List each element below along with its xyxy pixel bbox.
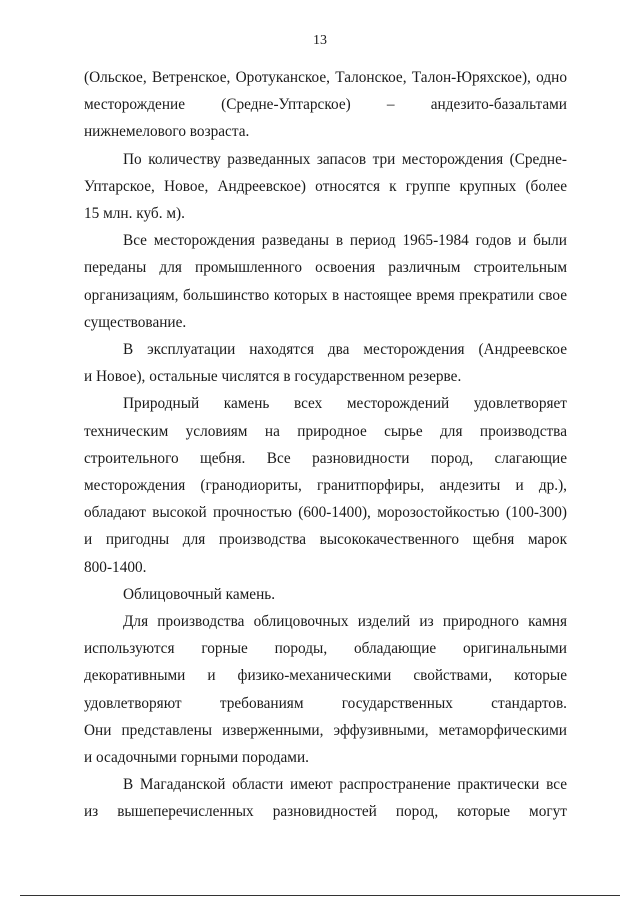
text-line: (Ольское, Ветренское, Оротуканское, Талонское, Талон-Юряхское), одно xyxy=(84,69,567,86)
text-line: переданы для промышленного освоения различным строительным xyxy=(84,259,567,277)
section-heading-facing-stone xyxy=(84,581,567,608)
text-line: обладают высокой прочностью (600-1400), морозостойкостью (100-300) xyxy=(84,504,567,522)
text-line: В Магаданской области имеют распространение практически все xyxy=(123,776,567,794)
text-line: Уптарское, Новое, Андреевское) относятся к группе крупных (более xyxy=(84,177,567,195)
paragraph-4 xyxy=(84,336,567,390)
document-body xyxy=(84,64,567,826)
text-line: Все месторождения разведаны в период 1965-1984 годов и были xyxy=(123,232,567,250)
text-line: и пригодны для производства высококачественного щебня марок xyxy=(84,531,567,549)
text-line: Они представлены изверженными, эффузивными, метаморфическими xyxy=(84,721,567,739)
paragraph-8 xyxy=(84,771,567,825)
text-line: строительного щебня. Все разновидности пород, слагающие xyxy=(84,449,567,467)
text-line: По количеству разведанных запасов три месторождения (Средне- xyxy=(123,150,567,168)
text-line: 800-1400. xyxy=(84,558,147,576)
text-line: 15 млн. куб. м). xyxy=(84,205,185,223)
text-line: В эксплуатации находятся два месторождения (Андреевское xyxy=(123,341,567,359)
paragraph-2 xyxy=(84,146,567,228)
text-line: из вышеперечисленных разновидностей пород, которые могут xyxy=(84,803,567,821)
text-line: и осадочными горными породами. xyxy=(84,749,309,767)
text-line: удовлетворяют требованиям государственных стандартов. xyxy=(84,694,567,712)
paragraph-7 xyxy=(84,608,567,771)
text-line: Для производства облицовочных изделий из природного камня xyxy=(123,613,567,631)
paragraph-1 xyxy=(84,64,567,146)
text-line: техническим условиям на природное сырье для производства xyxy=(84,422,567,440)
text-line: организациям, большинство которых в настоящее время прекратили свое xyxy=(84,286,567,304)
text-line: Природный камень всех месторождений удовлетворяет xyxy=(123,395,567,413)
paragraph-5 xyxy=(84,390,567,580)
paragraph-3 xyxy=(84,227,567,336)
text-line: месторождения (гранодиориты, гранитпорфиры, андезиты и др.), xyxy=(84,477,567,495)
text-line: Облицовочный камень. xyxy=(123,585,276,603)
page-number: 13 xyxy=(313,33,327,48)
page-bottom-rule xyxy=(20,895,620,896)
text-line: существование. xyxy=(84,313,187,331)
text-line: месторождение (Средне-Уптарское) – андезито-базальтами xyxy=(84,96,567,114)
text-line: и Новое), остальные числятся в государственном резерве. xyxy=(84,368,462,386)
text-line: используются горные породы, обладающие оригинальными xyxy=(84,640,567,658)
text-line: декоративными и физико-механическими свойствами, которые xyxy=(84,667,567,685)
text-line: нижнемелового возраста. xyxy=(84,123,250,141)
